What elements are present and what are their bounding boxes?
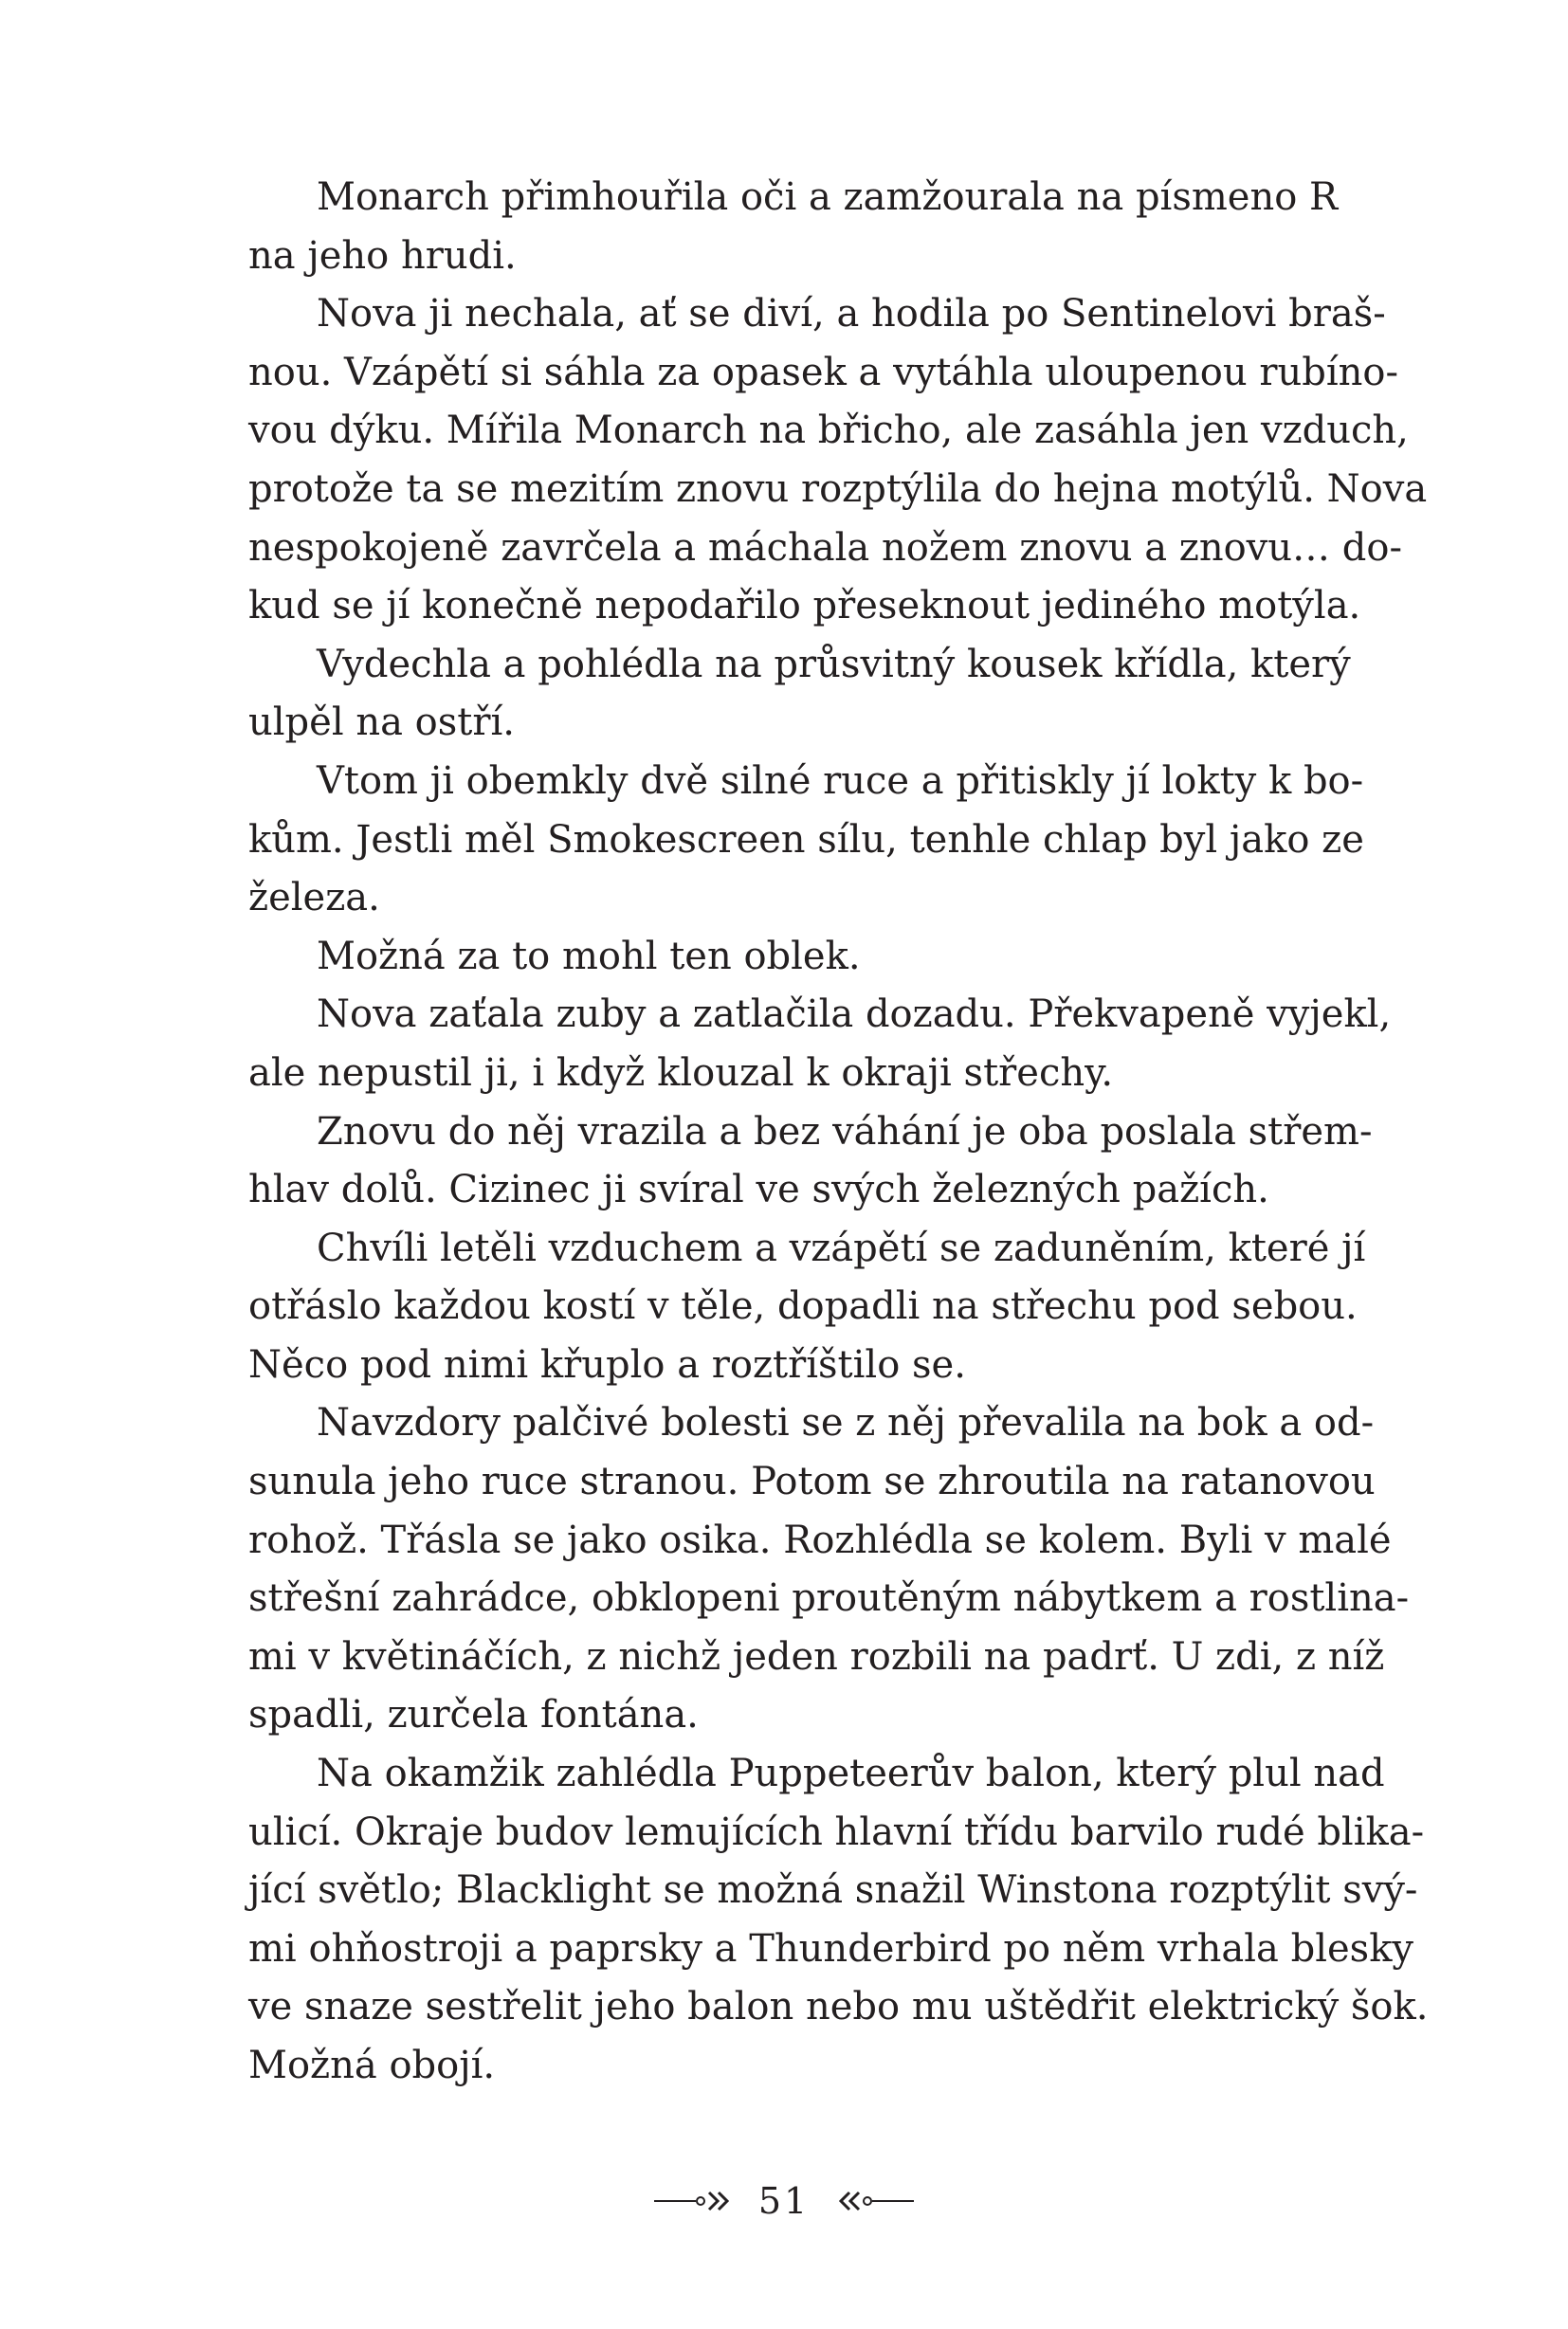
body-text [248,169,1429,2096]
text-line: ve snaze sestřelit jeho balon nebo mu uštědřit elektrický šok. [248,1985,1429,2029]
text-line: ale nepustil ji, i když klouzal k okraji střechy. [248,1050,1114,1095]
text-line: Nova zaťala zuby a zatlačila dozadu. Překvapeně vyjekl, [317,992,1392,1037]
text-line: Vtom ji obemkly dvě silné ruce a přitiskly jí lokty k bo- [317,758,1364,803]
text-line: střešní zahrádce, obklopeni proutěným nábytkem a rostlina- [248,1576,1410,1621]
text-line: Něco pod nimi křuplo a roztříštilo se. [248,1342,966,1387]
text-line: Znovu do něj vrazila a bez váhání je oba poslala střem- [317,1109,1373,1154]
text-line: kům. Jestli měl Smokescreen sílu, tenhle chlap byl jako ze [248,817,1364,862]
arrow-right-ornament-icon [654,2190,738,2212]
text-line: spadli, zurčela fontána. [248,1693,699,1738]
text-line: železa. [248,876,380,920]
text-line: mi v květináčích, z nichž jeden rozbili na padrť. U zdi, z níž [248,1634,1385,1679]
text-line: protože ta se mezitím znovu rozptýlila do hejna motýlů. Nova [248,466,1428,511]
text-line: Na okamžik zahlédla Puppeteerův balon, který plul nad [317,1752,1385,1796]
text-line: hlav dolů. Cizinec ji svíral ve svých železných pažích. [248,1168,1269,1212]
text-line: otřáslo každou kostí v těle, dopadli na střechu pod sebou. [248,1284,1358,1329]
text-line: jící světlo; Blacklight se možná snažil Winstona rozptýlit svý- [248,1868,1418,1913]
text-line: Vydechla a pohlédla na průsvitný kousek křídla, který [317,642,1351,686]
text-line: Monarch přimhouřila oči a zamžourala na písmeno R [317,175,1339,219]
text-line: sunula jeho ruce stranou. Potom se zhroutila na ratanovou [248,1460,1376,1504]
text-line: kud se jí konečně nepodařilo přeseknout jediného motýla. [248,584,1361,628]
text-line: Nova ji nechala, ať se diví, a hodila po Sentinelovi braš- [317,292,1386,337]
text-line: nespokojeně zavrčela a máchala nožem znovu a znovu… do- [248,525,1402,570]
text-line: Možná za to mohl ten oblek. [317,934,861,978]
arrow-left-ornament-icon [830,2190,914,2212]
text-line: ulicí. Okraje budov lemujících hlavní třídu barvilo rudé blika- [248,1810,1425,1854]
page-number: 51 [757,2180,811,2222]
text-line: na jeho hrudi. [248,233,517,278]
page-footer [0,2173,1568,2229]
text-line: rohož. Třásla se jako osika. Rozhlédla se kolem. Byli v malé [248,1518,1392,1562]
text-line: ulpěl na ostří. [248,701,515,745]
text-line: vou dýku. Mířila Monarch na břicho, ale zasáhla jen vzduch, [248,409,1409,453]
text-line: mi ohňostroji a paprsky a Thunderbird po něm vrhala blesky [248,1926,1414,1971]
text-line: Chvíli letěli vzduchem a vzápětí se zaduněním, které jí [317,1226,1366,1270]
text-line: nou. Vzápětí si sáhla za opasek a vytáhla uloupenou rubíno- [248,350,1398,394]
text-line: Navzdory palčivé bolesti se z něj převalila na bok a od- [317,1401,1375,1446]
text-line: Možná obojí. [248,2044,496,2087]
